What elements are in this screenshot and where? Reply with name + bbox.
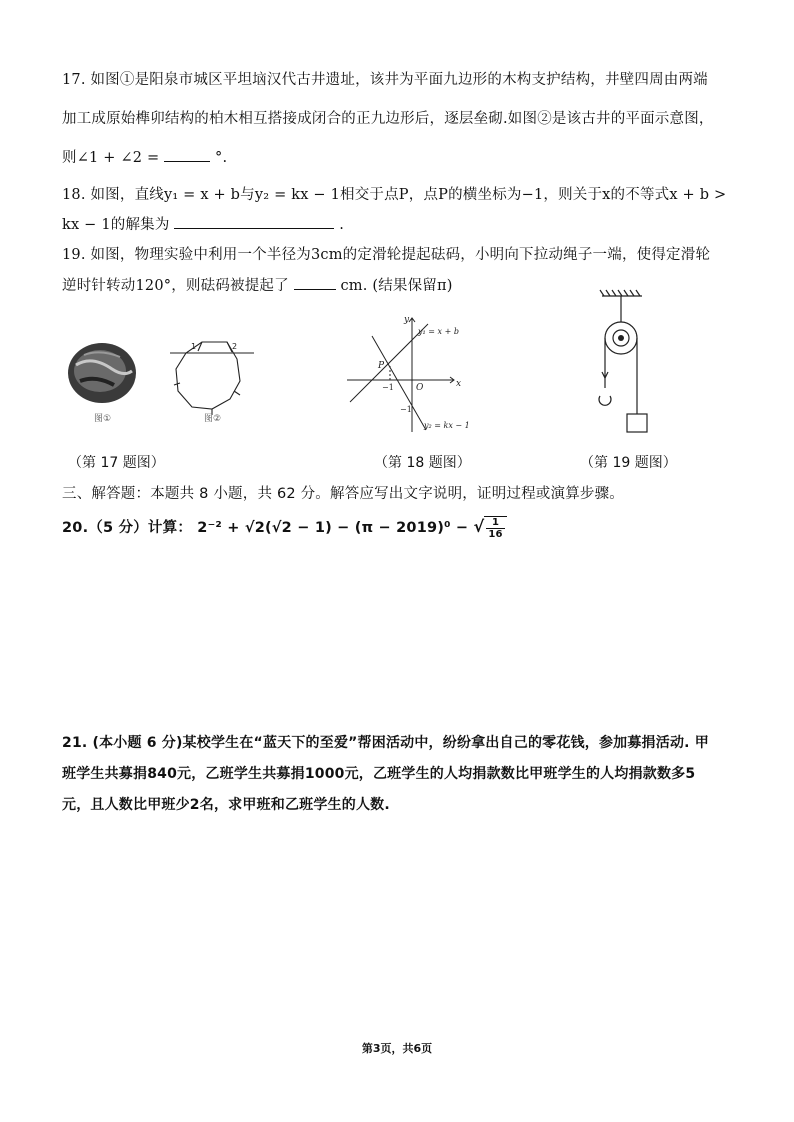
label-y-axis: y (404, 315, 410, 325)
pulley-axle (618, 335, 624, 341)
q17-answer-blank (164, 147, 210, 162)
q17-line-1: 17. 如图①是阳泉市城区平坦垴汉代古井遗址，该井为平面九边形的木构支护结构，井壁四周由两端 (62, 72, 708, 88)
nonagon-diagram (170, 342, 254, 415)
q19-caption: （第 19 题图） (580, 455, 677, 471)
q18-line-2-suffix: . (339, 217, 344, 233)
q17-caption: （第 17 题图） (68, 455, 165, 471)
label-origin: O (416, 383, 424, 393)
q20-fraction-denominator: 16 (488, 529, 503, 540)
label-y1: y₁ = x + b (418, 327, 459, 336)
q18-caption: （第 18 题图） (374, 455, 471, 471)
q20-prefix: 20.（5 分）计算： (62, 520, 193, 536)
q19-figure (590, 288, 680, 438)
angle-label-1: 1 (191, 342, 197, 351)
q21-line-1: 21. (本小题 6 分)某校学生在“蓝天下的至爱”帮困活动中，纷纷拿出自己的零花钱，参加募捐活动. 甲 (62, 735, 709, 751)
q18-line-1: 18. 如图，直线y₁ = x + b与y₂ = kx − 1相交于点P，点P的横坐标为−1，则关于x的不等式x + b > (62, 187, 727, 203)
label-x-axis: x (456, 379, 462, 389)
q21-line-3: 元，且人数比甲班少2名，求甲班和乙班学生的人数. (62, 797, 390, 813)
q17-figure (62, 325, 272, 425)
q18-line-2-prefix: kx − 1的解集为 (62, 217, 170, 233)
rope-end-loop (599, 396, 611, 405)
page-footer: 第3页，共6页 (361, 1042, 433, 1055)
q19-line-2-prefix: 逆时针转动120°，则砝码被提起了 (62, 278, 289, 294)
q19-line-2 (62, 274, 453, 295)
fig-label-2: 图② (204, 414, 222, 424)
q18-figure (342, 310, 492, 435)
fig-label-1: 图① (94, 414, 112, 424)
angle-label-2: 2 (232, 342, 238, 351)
q21-line-2: 班学生共募捐840元，乙班学生共募捐1000元，乙班学生的人均捐款数比甲班学生的人均捐款数多5 (62, 766, 696, 782)
q20-sqrt-radicand (484, 516, 506, 540)
label-tick-y: −1 (400, 405, 412, 414)
q18-answer-blank (174, 214, 334, 229)
q20-fraction-numerator: 1 (486, 517, 504, 529)
section-3-heading: 三、解答题：本题共 8 小题，共 62 分。解答应写出文字说明，证明过程或演算步骤。 (62, 486, 625, 502)
label-point-p: P (378, 361, 385, 371)
q19-line-2-suffix: cm. (结果保留π) (340, 278, 453, 294)
weight-block (627, 414, 647, 432)
q19-line-1: 19. 如图，物理实验中利用一个半径为3cm的定滑轮提起砝码，小明向下拉动绳子一端，使得定滑轮 (62, 247, 711, 263)
q17-line-3-suffix: °. (215, 150, 228, 166)
q19-answer-blank (294, 275, 336, 290)
q18-line-2 (62, 213, 344, 234)
q20-sqrt-sign: √ (473, 517, 485, 536)
label-tick-x: −1 (382, 383, 394, 392)
label-y2: y₂ = kx − 1 (424, 421, 470, 430)
q20-expression: 2⁻² + √2(√2 − 1) − (π − 2019)⁰ − (197, 520, 469, 536)
q17-line-3 (62, 146, 227, 167)
q17-line-3-prefix: 则∠1 + ∠2 = (62, 150, 160, 166)
q17-line-2: 加工成原始榫卯结构的柏木相互搭接成闭合的正九边形后，逐层垒砌.如图②是该古井的平面示意图， (62, 111, 714, 127)
q20-fraction (486, 517, 504, 540)
well-photo (68, 343, 136, 403)
q20-line (62, 516, 507, 540)
